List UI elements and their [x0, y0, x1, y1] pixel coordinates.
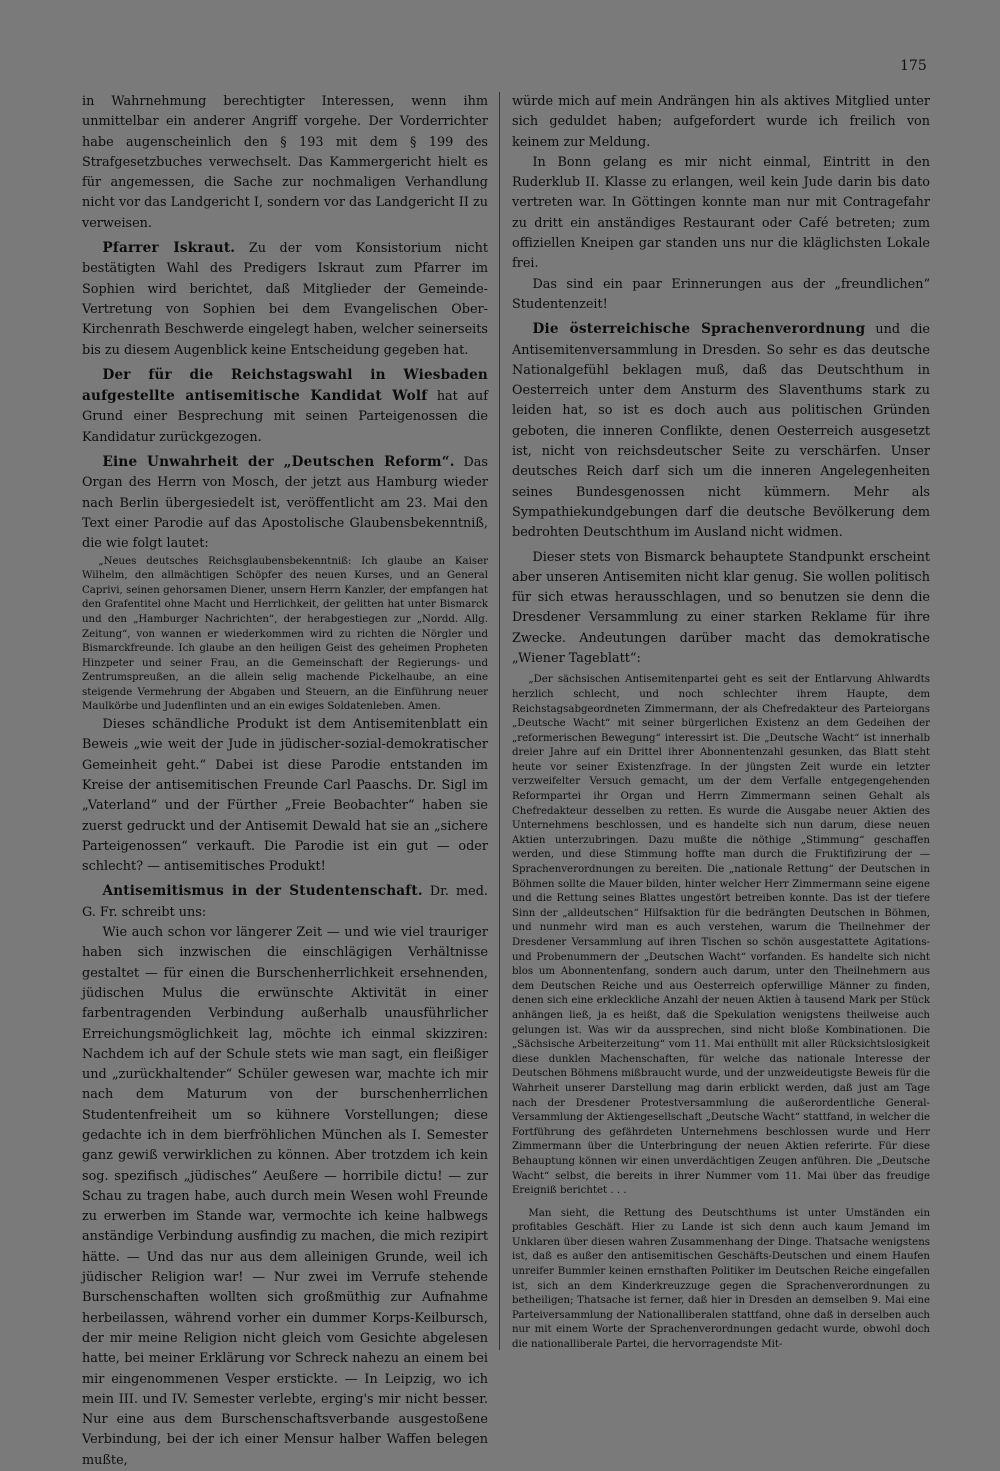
body-sprachenverordnung: und die Antisemitenversammlung in Dresden. So sehr es das deutsche Nationalgefühl beklagen muß, daß das Deutschthum in Oesterreich unter dem Ansturm des Slaventhums stark zu leiden hat, so ist es doch auch aus politischen Gründen geboten, die inneren Conflikte, denen Oesterreich ausgesetzt ist, nicht von reichsdeutscher Seite zu verschärfen. Unser deutsches Reich darf sich um die inneren Angelegenheiten seines Bundesgenossen nicht kümmern. Mehr als Sympathiekundgebungen darf die deutsche Bevölkerung dem bedrohten Deutschthum im Ausland nicht widmen.: [512, 322, 930, 541]
heading-sprachenverordnung: Die österreichische Sprachenverordnung: [532, 321, 866, 338]
quote-tageblatt: „Der sächsischen Antisemitenpartei geht es seit der Entlarvung Ahlwardts herzlich schlecht, und noch schlechter ihrem Haupte, dem Reichstagsabgeordneten Zimmermann, der als Chefredakteur des Parteiorgans „Deutsche Wacht“ mit seiner bürgerlichen Existenz an dem Gedeihen der „reformerischen Bewegung“ interessirt ist. Die „Deutsche Wacht“ ist innerhalb dreier Jahre auf ein Drittel ihrer Abonnentenzahl gesunken, das Blatt steht heute vor seiner Existenzfrage. In der jüngsten Zeit wurde ein letzter verzweifelter Versuch gemacht, um der dem Verfalle entgegengehenden Reformpartei ihr Organ und Herrn Zimmermann seinen Gehalt als Chefredakteur desselben zu retten. Es wurde die Ausgabe neuer Aktien des Unternehmens beschlossen, und es handelte sich nun darum, diese neuen Aktien unterzubringen. Dazu mußte die nöthige „Stimmung“ geschaffen werden, und diese Stimmung hoffte man durch die Fruktifizirung der — Sprachenverordnungen zu bereiten. Die „nationale Rettung“ der Deutschen in Böhmen sollte die Mauer bilden, hinter welcher Herr Zimmermann seine eigene und die Rettung seines Blattes ungestört betreiben konnte. Das ist der tiefere Sinn der „alldeutschen“ Hilfsaktion für die bedrängten Deutschen in Böhmen, und nunmehr wird man es auch verstehen, warum die Theilnehmer der Dresdener Versammlung auf ihren Tischen so schön ausgestattete Agitations- und Probenummern der „Deutschen Wacht“ vorfanden. Es handelte sich nicht blos um Abonnentenfang, sondern auch darum, unter den Theilnehmern aus dem Deutschen Reiche und aus Oesterreich opferwillige Männer zu finden, denen sich eine erkleckliche Anzahl der neuen Aktien à tausend Mark per Stück anhängen ließ, ja es heißt, daß die Spekulation wenigstens theilweise auch gelungen ist. Was wir da aussprechen, sind nicht bloße Kombinationen. Die „Sächsische Arbeiterzeitung“ vom 11. Mai enthüllt mit aller Rücksichtslosigkeit diese dunklen Machenschaften, für welche das nationale Interesse der Deutschen Böhmens mißbraucht wurde, und der unzweideutigste Beweis für die Wahrheit unserer Darstellung mag darin erblickt werden, daß just am Tage nach der Dresdener Protestversammlung die außerordentliche General-Versammlung der Aktiengesellschaft „Deutsche Wacht“ stattfand, in welcher die Fortführung des gefährdeten Unternehmens beschlossen wurde und Herr Zimmermann über die Unterbringung der neuen Aktien referirte. Für diese Behauptung können wir einen unverdächtigen Zeugen anführen. Die „Deutsche Wacht“ selbst, die bereits in ihrer Nummer vom 11. Mai über das freudige Ereigniß berichtet . . .: [512, 674, 930, 1197]
paragraph-bismarck: Dieser stets von Bismarck behauptete Standpunkt erscheint aber unseren Antisemiten nicht klar genug. Sie wollen politisch für sich etwas herausschlagen, und so benutzen sie denn die Dresdener Versammlung zu einer starken Reklame für ihre Zwecke. Andeutungen darüber macht das demokratische „Wiener Tageblatt“:: [512, 549, 930, 667]
heading-deutsche-reform: Eine Unwahrheit der „Deutschen Reform“.: [102, 454, 455, 471]
paragraph-erinnerungen: Wie auch schon vor längerer Zeit — und wie viel trauriger haben sich inzwischen die einschlägigen Verhältnisse gestaltet — für einen die Burschenherrlichkeit ersehnenden, jüdischen Mulus die erwünschte Aktivität in einer farbentragenden Verbindung außerhalb unausführlicher Erreichungsmöglichkeit lag, möchte ich einmal skizziren: Nachdem ich auf der Schule stets wie man sagt, ein fleißiger und „zurückhaltender“ Schüler gewesen war, machte ich mir nach dem Maturum von der burschenherrlichen Studentenfreiheit um so kühnere Vorstellungen; diese gedachte ich in dem bierfröhlichen München als I. Semester ganz gewiß verwirklichen zu können. Aber trotzdem ich kein sog. spezifisch „jüdisches“ Aeußere — horribile dictu! — zur Schau zu tragen habe, auch durch mein Wesen wohl Freunde zu erwerben im Stande war, vermochte ich keine halbwegs anständige Verbindung ausfindig zu machen, die mich rezipirt hätte. — Und das nur aus dem alleinigen Grunde, weil ich jüdischer Religion war! — Nur zwei im Verrufe stehende Burschenschaften wollten sich großmüthig zur Aufnahme herbeilassen, während vorher ein dummer Korps-Keilbursch, der mir meine Religion nicht gleich vom Gesichte abgelesen hatte, bei meiner Erklärung vor Schreck nahezu an einem bei mir eingenommenen Vesper erstickte. — In Leipzig, wo ich mein III. und IV. Semester verlebte, erging's mir nicht besser. Nur eine aus dem Burschenschaftsverbande ausgestoßene Verbindung, bei der ich einer Mensur halber Waffen belegen mußte,: [82, 925, 488, 1468]
paragraph-andraengen: würde mich auf mein Andrängen hin als aktives Mitglied unter sich geduldet haben; aufgefordert wurde ich freilich von keinem zur Meldung.: [512, 94, 930, 150]
page-number: 175: [900, 58, 927, 74]
paragraph-deutschthum: Man sieht, die Rettung des Deutschthums ist unter Umständen ein profitables Geschäft. Hier zu Lande ist sich denn auch kaum Jemand im Unklaren über diesen wahren Zusammenhang der Dinge. Thatsache wenigstens ist, daß es außer den antisemitischen Geschäfts-Deutschen und einem Haufen unreifer Bummler keinen ernsthaften Politiker im Deutschen Reiche eingefallen ist, sich an dem Kinderkreuzzuge gegen die Sprachenverordnungen zu betheiligen; Thatsache ist ferner, daß hier in Dresden an demselben 9. Mai eine Parteiversammlung der Nationalliberalen stattfand, ohne daß in derselben auch nur mit einem Worte der Sprachenverordnungen gedacht wurde, obwohl doch die nationalliberale Partei, die hervorragendste Mit-: [512, 1207, 930, 1351]
paragraph-wiesbaden: [82, 365, 488, 448]
body-studentenschaft: Dr. med. G. Fr. schreibt uns:: [82, 884, 488, 920]
paragraph-deutsche-reform: [82, 452, 488, 554]
heading-wiesbaden: Der für die Reichstagswahl in Wiesbaden aufgestellte antisemitische Kandidat Wolf: [82, 366, 488, 405]
paragraph-studentenzeit: Das sind ein paar Erinnerungen aus der „freundlichen“ Studentenzeit!: [512, 276, 930, 312]
left-column: [82, 92, 488, 1471]
paragraph-interessen: in Wahrnehmung berechtigter Interessen, wenn ihm unmittelbar ein anderer Angriff vorgehe. Der Vorderrichter habe augenscheinlich den § 193 mit dem § 199 des Strafgesetzbuches verwechselt. Das Kammergericht hielt es für angemessen, die Sache zur nochmaligen Verhandlung nicht vor das Landgericht I, sondern vor das Landgericht II zu verweisen.: [82, 94, 488, 231]
heading-studentenschaft: Antisemitismus in der Studentenschaft.: [102, 883, 423, 900]
heading-iskraut: Pfarrer Iskraut.: [102, 240, 236, 257]
paragraph-iskraut: [82, 238, 488, 361]
body-wiesbaden: hat auf Grund einer Besprechung mit seinen Parteigenossen die Kandidatur zurückgezogen.: [82, 389, 488, 445]
right-column: [512, 92, 930, 1353]
quote-block-glaubensbekenntnis: [82, 555, 488, 716]
paragraph-studentenschaft: [82, 881, 488, 923]
paragraph-bonn: In Bonn gelang es mir nicht einmal, Eintritt in den Ruderklub II. Klasse zu erlangen, weil kein Jude darin bis dato vertreten war. In Göttingen konnte man nur mit Contragefahr zu dritt ein anständiges Restaurant oder Café betreten; zum offiziellen Kneipen gar standen uns nur die kläglichsten Lokale frei.: [512, 154, 930, 272]
body-deutsche-reform: Das Organ des Herrn von Mosch, der jetzt aus Hamburg wieder nach Berlin übergesiedelt ist, veröffentlicht am 23. Mai den Text einer Parodie auf das Apostolische Glaubensbekenntniß, die wie folgt lautet:: [82, 455, 488, 552]
paragraph-sprachenverordnung: [512, 319, 930, 543]
body-iskraut: Zu der vom Konsistorium nicht bestätigten Wahl des Predigers Iskraut zum Pfarrer im Sophien wird berichtet, daß Mitglieder der Gemeinde-Vertretung von Sophien bei dem Evangelischen Ober-Kirchenrath Beschwerde eingelegt haben, welcher seinerseits bis zu diesem Augenblick keine Entscheidung gegeben hat.: [82, 241, 488, 358]
quote-block-tageblatt: [512, 673, 930, 1352]
column-divider: [499, 92, 500, 1350]
paragraph-parodie: Dieses schändliche Produkt ist dem Antisemitenblatt ein Beweis „wie weit der Jude in jüdischer-sozial-demokratischer Gemeinheit geht.“ Dabei ist diese Parodie entstanden im Kreise der antisemitischen Freunde Carl Paaschs. Dr. Sigl im „Vaterland“ und der Fürther „Freie Beobachter“ haben sie zuerst gedruckt und der Antisemit Dewald hat sie an „sichere Parteigenossen“ verkauft. Die Parodie ist ein gut — oder schlecht? — antisemitisches Produkt!: [82, 717, 488, 875]
quote-glaubensbekenntnis: „Neues deutsches Reichsglaubensbekenntniß: Ich glaube an Kaiser Wilhelm, den allmächtigen Schöpfer des neuen Kurses, und an General Caprivi, seinen gehorsamen Diener, unsern Herrn Kanzler, der empfangen hat den Grafentitel ohne Macht und Herrlichkeit, der gelitten hat unter Bismarck und den „Hamburger Nachrichten“, der herabgestiegen zur „Nordd. Allg. Zeitung“, von wannen er wiederkommen wird zu richten die Nörgler und Bismarckfreunde. Ich glaube an den heiligen Geist des geheimen Propheten Hinzpeter und seiner Frau, an die Gemeinschaft der Regierungs- und Zentrumspreußen, an die allein selig machende Pickelhaube, an eine steigende Vermehrung der Abgaben und Steuern, an die Einführung neuer Maulkörbe und Judenflinten und an ein ewiges Soldatenleben. Amen.: [82, 555, 488, 713]
